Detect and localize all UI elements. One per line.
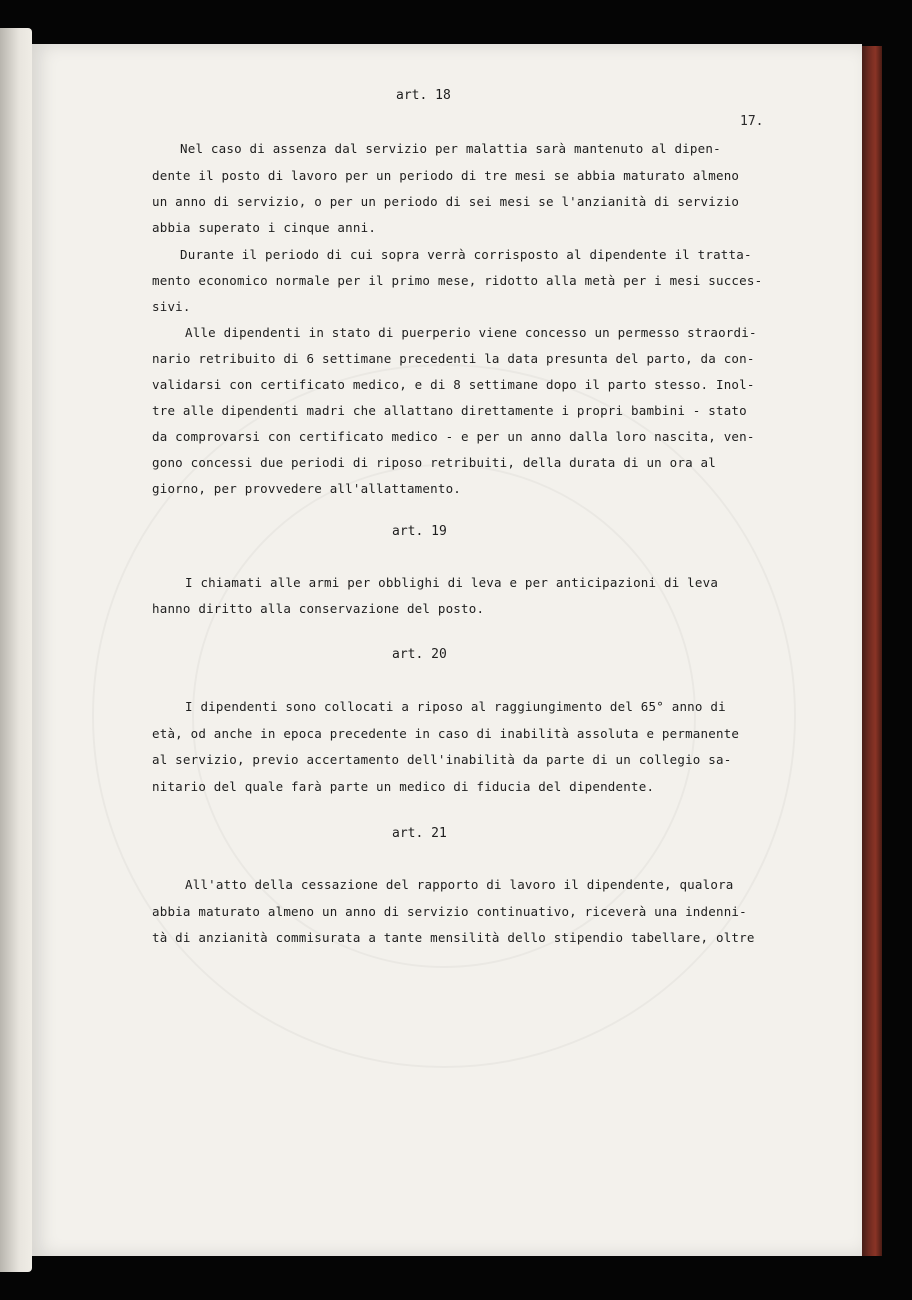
article-heading: art. 19 xyxy=(392,524,447,539)
text-line: I dipendenti sono collocati a riposo al raggiungimento del 65° anno di xyxy=(185,699,726,714)
text-line: al servizio, previo accertamento dell'inabilità da parte di un collegio sa- xyxy=(152,752,732,767)
article-heading: art. 18 xyxy=(396,88,451,103)
text-line: gono concessi due periodi di riposo retribuiti, della durata di un ora al xyxy=(152,455,716,470)
text-line: mento economico normale per il primo mese, ridotto alla metà per i mesi succes- xyxy=(152,273,763,288)
text-line: da comprovarsi con certificato medico - e per un anno dalla loro nascita, ven- xyxy=(152,429,755,444)
text-line: nitario del quale farà parte un medico di fiducia del dipendente. xyxy=(152,779,655,794)
document-page xyxy=(32,44,862,1256)
text-line: giorno, per provvedere all'allattamento. xyxy=(152,481,462,496)
page-number: 17. xyxy=(740,114,764,129)
text-line: dente il posto di lavoro per un periodo di tre mesi se abbia maturato almeno xyxy=(152,168,740,183)
article-heading: art. 20 xyxy=(392,647,447,662)
text-line: Durante il periodo di cui sopra verrà corrisposto al dipendente il tratta- xyxy=(180,247,752,262)
left-page-edge xyxy=(0,28,32,1272)
text-line: validarsi con certificato medico, e di 8 settimane dopo il parto stesso. Inol- xyxy=(152,377,755,392)
text-line: abbia maturato almeno un anno di servizio continuativo, riceverà una indenni- xyxy=(152,904,747,919)
text-line: tre alle dipendenti madri che allattano direttamente i propri bambini - stato xyxy=(152,403,747,418)
text-line: hanno diritto alla conservazione del posto. xyxy=(152,601,485,616)
text-line: età, od anche in epoca precedente in caso di inabilità assoluta e permanente xyxy=(152,726,740,741)
text-line: abbia superato i cinque anni. xyxy=(152,220,377,235)
text-line: un anno di servizio, o per un periodo di sei mesi se l'anzianità di servizio xyxy=(152,194,740,209)
text-line: tà di anzianità commisurata a tante mensilità dello stipendio tabellare, oltre xyxy=(152,930,755,945)
text-line: Nel caso di assenza dal servizio per malattia sarà mantenuto al dipen- xyxy=(180,141,721,156)
text-line: nario retribuito di 6 settimane precedenti la data presunta del parto, da con- xyxy=(152,351,755,366)
text-line: I chiamati alle armi per obblighi di leva e per anticipazioni di leva xyxy=(185,575,719,590)
text-line: Alle dipendenti in stato di puerperio viene concesso un permesso straordi- xyxy=(185,325,757,340)
faint-watermark-inner-circle xyxy=(192,464,696,968)
article-heading: art. 21 xyxy=(392,826,447,841)
text-line: All'atto della cessazione del rapporto di lavoro il dipendente, qualora xyxy=(185,877,734,892)
binding-cover-edge xyxy=(860,46,882,1256)
text-line: sivi. xyxy=(152,299,191,314)
